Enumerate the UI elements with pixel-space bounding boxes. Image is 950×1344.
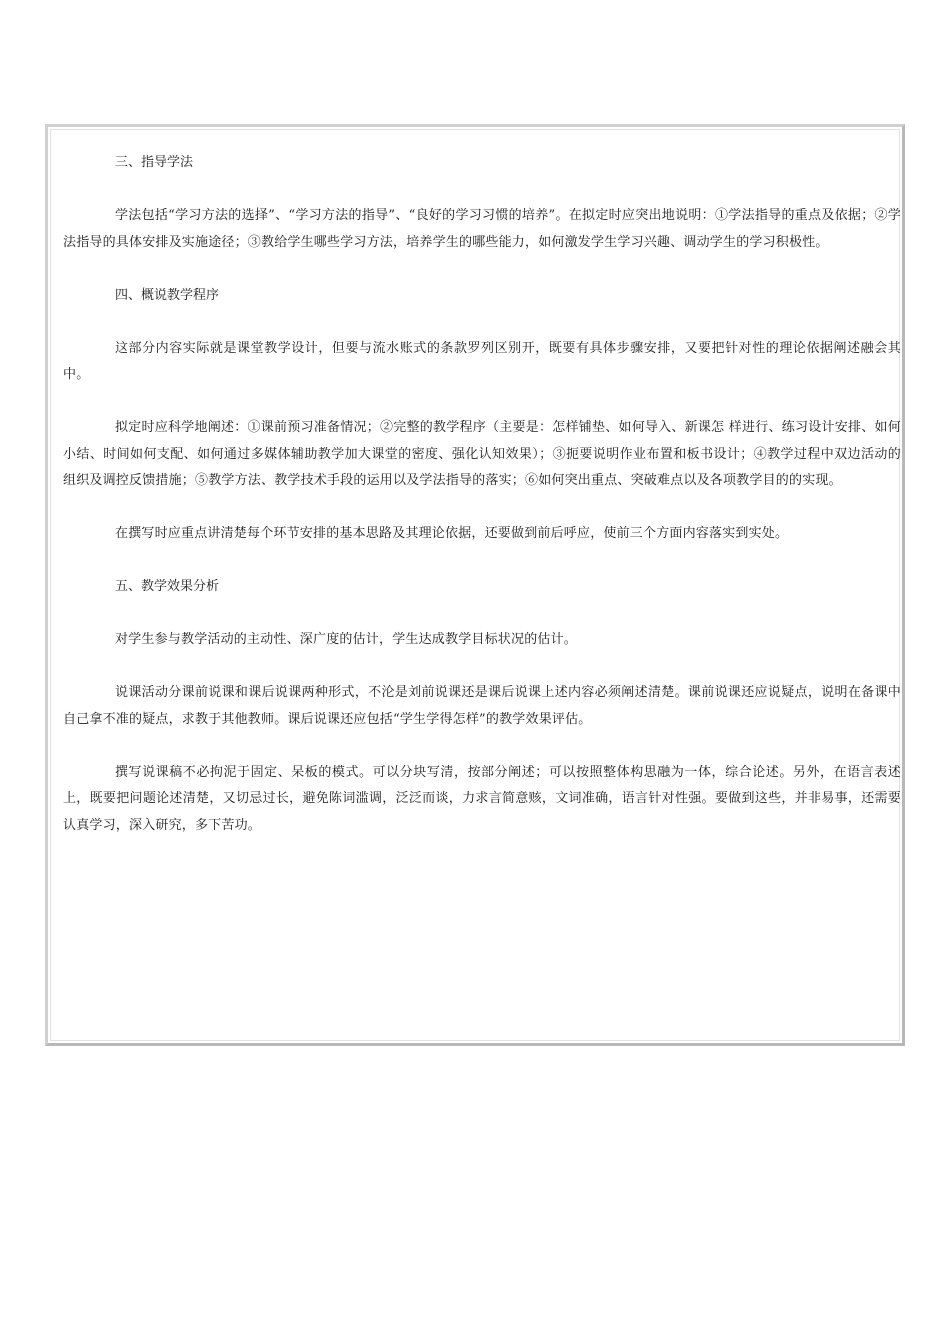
- section-5-paragraph-3: 撰写说课稿不必拘泥于固定、呆板的模式。可以分块写清，按部分阐述；可以按照整体构思融为一体，综合论述。另外，在语言表述上，既要把问题论述清楚，又切忌过长，避免陈词滥调，泛泛而谈，力求言简意赅，文词准确，语言针对性强。要做到这些，并非易事，还需要认真学习，深入研究，多下苦功。: [63, 764, 901, 833]
- section-heading-4: 四、概说教学程序: [115, 287, 220, 303]
- section-5-paragraph-2: 说课活动分课前说课和课后说课两种形式，不沦是刘前说课还是课后说课上述内容必须阐述清楚。课前说课还应说疑点，说明在备课中自己拿不准的疑点，求教于其他教师。课后说课还应包括“学生学得怎样”的教学效果评估。: [63, 685, 901, 727]
- section-5-paragraph-1: 对学生参与教学活动的主动性、深广度的估计，学生达成教学目标状况的估计。: [115, 632, 578, 647]
- section-heading-5: 五、教学效果分析: [115, 579, 220, 594]
- section-4-paragraph-3: 在撰写时应重点讲清楚每个环节安排的基本思路及其理论依据，还要做到前后呼应，使前三个方面内容落实到实处。: [115, 526, 789, 541]
- section-3-paragraph-1: 学法包括“学习方法的选择”、“学习方法的指导”、“良好的学习习惯的培养”。在拟定时应突出地说明：①学法指导的重点及依据；②学法指导的具体安排及实施途径；③教给学生哪些学习方法，培养学生的哪些能力，如何激发学生学习兴趣、调动学生的学习积极性。: [63, 208, 901, 250]
- section-heading-3: 三、指导学法: [115, 155, 194, 170]
- document-body: [63, 150, 901, 839]
- section-4-paragraph-2: 拟定时应科学地阐述：①课前预习准备情况；②完整的教学程序（主要是：怎样铺垫、如何导入、新课怎 样进行、练习设计安排、如何小结、时间如何支配、如何通过多媒体辅助教学加大课堂的密度、强化认知效果）；③扼要说明作业布置和板书设计；④教学过程中双边活动的组织及调控反馈措施；⑤教学方法、教学技术手段的运用以及学法指导的落实；⑥如何突出重点、突破难点以及各项教学目的的实现。: [63, 420, 901, 488]
- section-4-paragraph-1: 这部分内容实际就是课堂教学设计，但要与流水账式的条款罗列区别开，既要有具体步骤安排，又要把针对性的理论依据阐述融会其中。: [63, 340, 901, 382]
